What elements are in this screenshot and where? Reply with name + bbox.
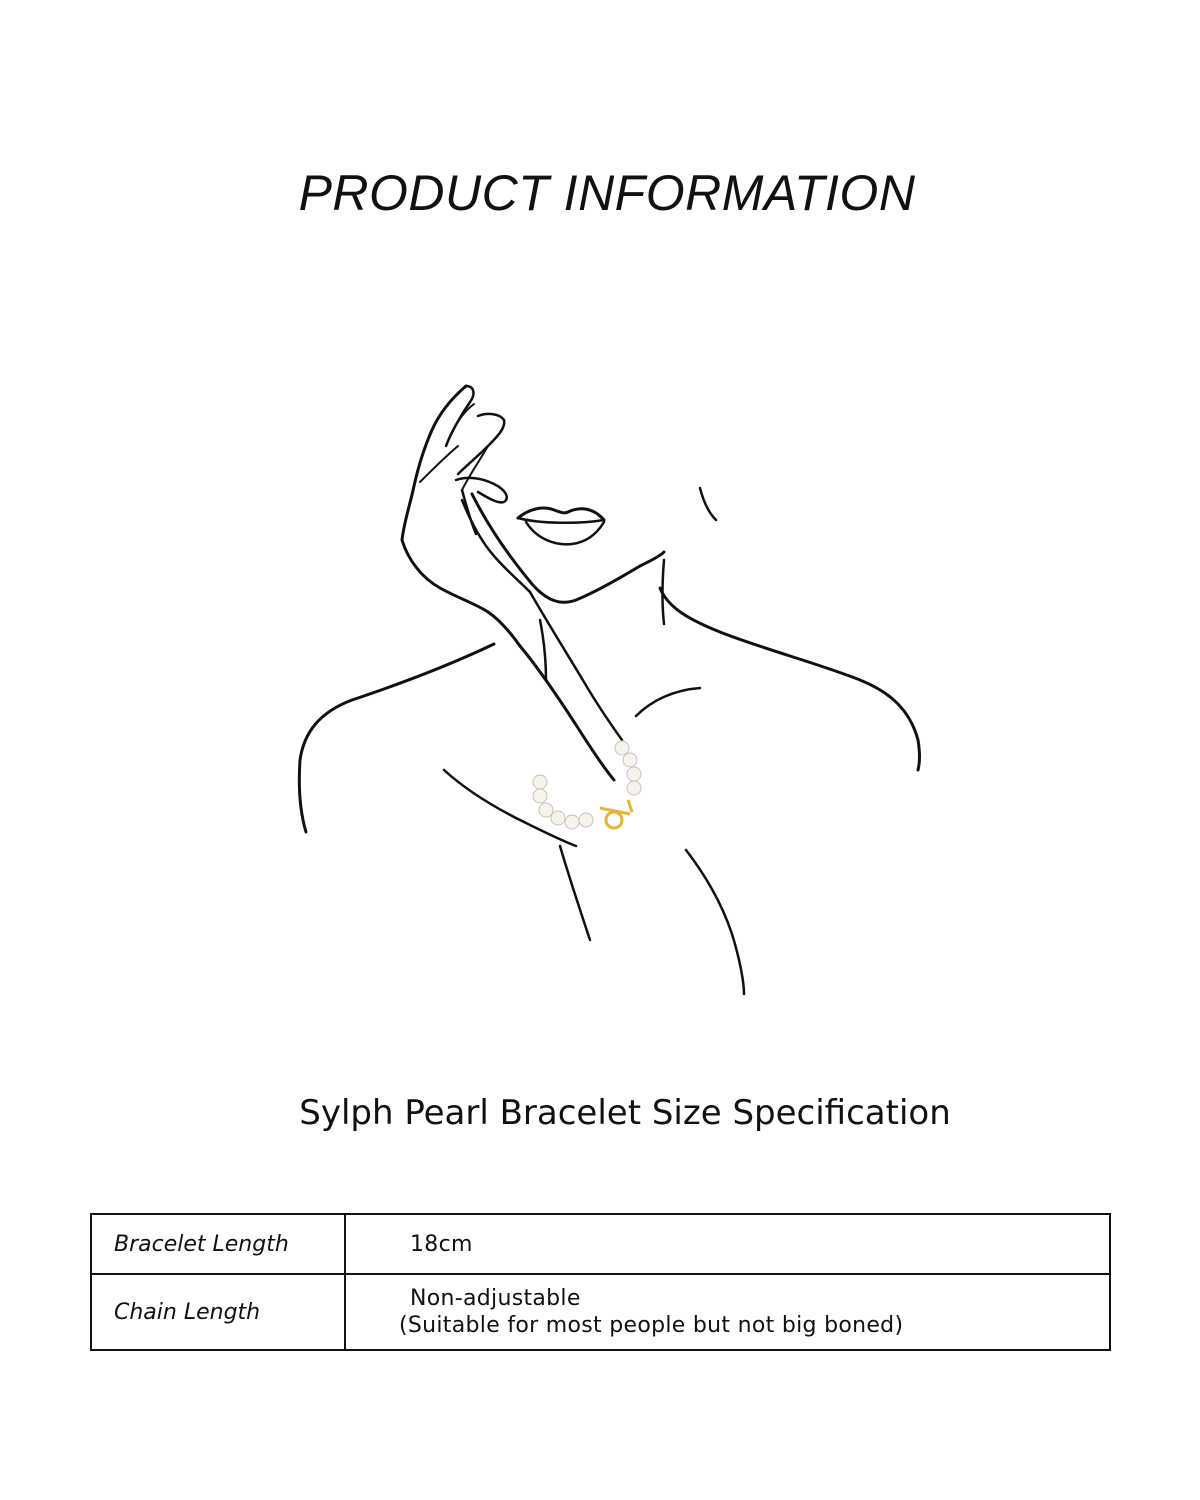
hand-finger-line [446, 386, 473, 446]
bracelet-length-value-text: 18cm [410, 1231, 473, 1257]
pearl [551, 811, 565, 825]
hand-finger-line [420, 446, 458, 482]
pearl [627, 767, 641, 781]
pearl [539, 803, 553, 817]
face-right-line [700, 488, 716, 520]
collarbone-line [636, 688, 700, 716]
woman-bracelet-illustration [280, 370, 940, 1010]
upper-lip [518, 508, 604, 520]
torso-right-line [686, 850, 744, 994]
forearm-line [520, 646, 614, 780]
pearl [579, 813, 593, 827]
hand-palm-line [402, 540, 520, 646]
jaw-line [472, 494, 664, 602]
bracelet-length-value [345, 1214, 1110, 1274]
lip-line [518, 518, 604, 523]
shoulder-right-line [660, 588, 920, 770]
hand-palm-line [462, 500, 530, 592]
shoulder-left-line [299, 644, 494, 832]
lower-lip [526, 522, 604, 544]
chain-length-label: Chain Length [91, 1274, 345, 1350]
hand-finger-line [402, 386, 466, 540]
torso-left-line [444, 770, 576, 846]
chain-length-value-line-1: Non-adjustable [410, 1286, 581, 1311]
forearm-line [530, 592, 622, 740]
pearl [623, 753, 637, 767]
pearl [615, 741, 629, 755]
pearl-bracelet [533, 741, 641, 829]
spec-table [90, 1213, 1111, 1351]
chain-length-value-line-2: (Suitable for most people but not big boned) [399, 1313, 904, 1338]
hand-finger-line [452, 404, 474, 432]
table-row [91, 1214, 1110, 1274]
chain-length-value [345, 1274, 1110, 1350]
page-title: PRODUCT INFORMATION [298, 165, 916, 221]
bracelet-length-label: Bracelet Length [91, 1214, 345, 1274]
pearl [533, 775, 547, 789]
table-row [91, 1274, 1110, 1350]
pearl [533, 789, 547, 803]
torso-line [560, 846, 590, 940]
pearl [565, 815, 579, 829]
spec-title: Sylph Pearl Bracelet Size Specification [299, 1093, 951, 1133]
hand-finger-line [458, 414, 504, 474]
bracelet-clasp [600, 800, 632, 828]
pearl [627, 781, 641, 795]
